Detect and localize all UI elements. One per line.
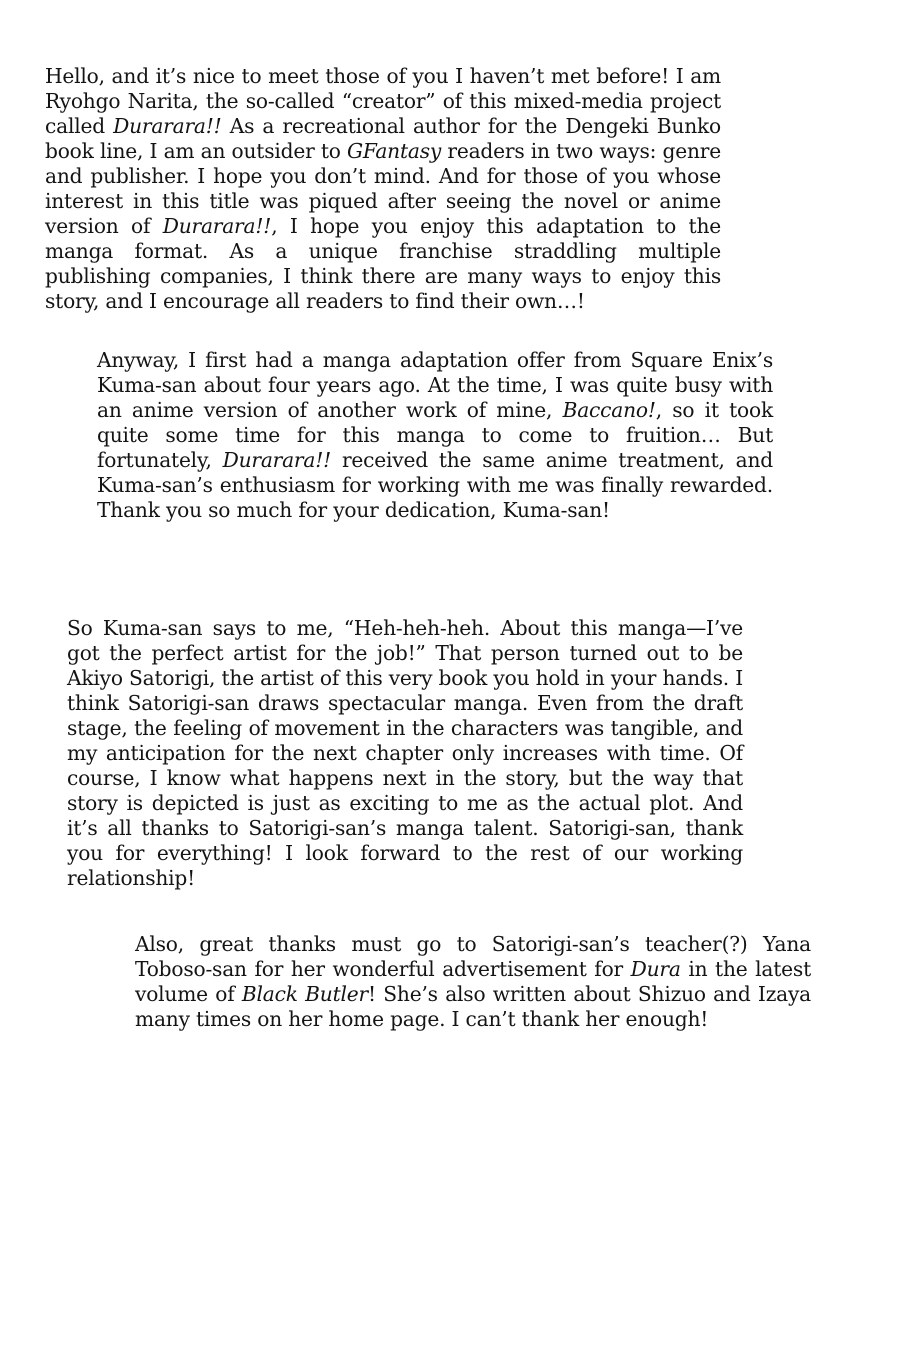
text-segment: Hello, and it’s nice to meet those of you I haven’t met before! I am Ryohgo Narita, the so-called “creator” of this mixed-media project called [45, 64, 721, 138]
paragraph-manga-offer [97, 348, 773, 523]
text-segment: received the same anime treatment, and Kuma-san’s enthusiasm for working with me was finally rewarded. Thank you so much for your dedication, Kuma-san! [97, 448, 773, 522]
title-durarara: Durarara!! [162, 214, 272, 238]
text-segment: ! She’s also written about Shizuo and Izaya many times on her home page. I can’t thank her enough! [135, 982, 812, 1031]
paragraph-artist [67, 616, 743, 891]
paragraph-introduction [45, 64, 721, 314]
text-segment: Anyway, I first had a manga adaptation offer from Square Enix’s Kuma-san about four years ago. At the time, I was quite busy with an anime version of another work of mine, [97, 348, 773, 422]
title-dura: Dura [630, 957, 681, 981]
paragraph-thanks [135, 932, 811, 1032]
title-black-butler: Black Butler [241, 982, 368, 1006]
title-gfantasy: GFantasy [346, 139, 442, 163]
text-segment: readers in two ways: genre and publisher. I hope you don’t mind. And for those of you whose interest in this title was piqued after seeing the novel or anime version of [45, 139, 721, 238]
text-segment: , so it took quite some time for this manga to come to fruition… But fortunately, [97, 398, 773, 472]
title-baccano: Baccano! [562, 398, 656, 422]
text-segment: in the latest volume of [135, 957, 811, 1006]
text-segment: So Kuma-san says to me, “Heh-heh-heh. About this manga—I’ve got the perfect artist for the job!” That person turned out to be Akiyo Satorigi, the artist of this very book you hold in your hands. I think Satorigi-san draws spectacular manga. Even from the draft stage, the feeling of movement in the characters was tangible, and my anticipation for the next chapter only increases with time. Of course, I know what happens next in the story, but the way that story is depicted is just as exciting to me as the actual plot. And it’s all thanks to Satorigi-san’s manga talent. Satorigi-san, thank you for everything! I look forward to the rest of our working relationship! [67, 616, 743, 890]
title-durarara: Durarara!! [113, 114, 222, 138]
title-durarara: Durarara!! [222, 448, 332, 472]
text-segment: As a recreational author for the Dengeki Bunko book line, I am an outsider to [45, 114, 721, 163]
text-segment: Also, great thanks must go to Satorigi-san’s teacher(?) Yana Toboso-san for her wonderful advertisement for [135, 932, 811, 981]
text-segment: , I hope you enjoy this adaptation to the manga format. As a unique franchise straddling multiple publishing companies, I think there are many ways to enjoy this story, and I encourage all readers to find their own…! [45, 214, 721, 313]
